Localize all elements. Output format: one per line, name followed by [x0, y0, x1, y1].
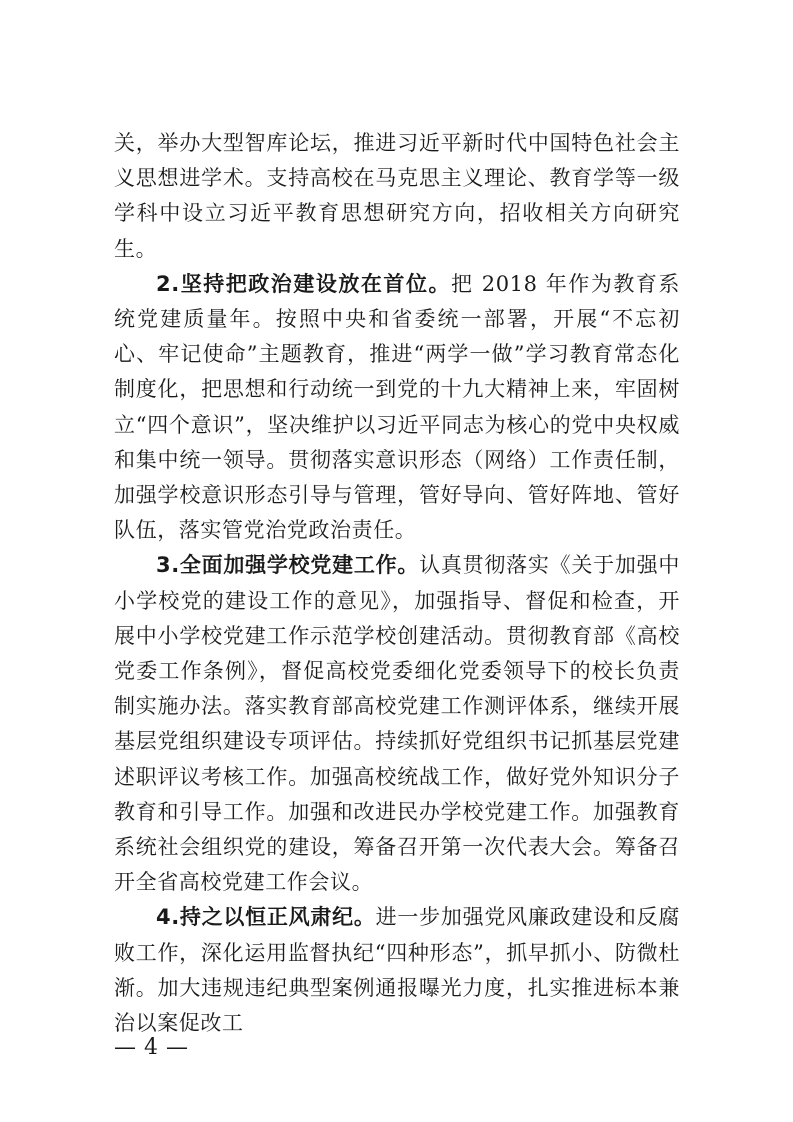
section-2-paragraph [114, 267, 680, 549]
section-4-body: 进一步加强党风廉政建设和反腐败工作，深化运用监督执纪“四种形态”，抓早抓小、防微杜渐。加大违规违纪典型案例通报曝光力度，扎实推进标本兼治以案促改工 [114, 905, 680, 1036]
section-3-paragraph [114, 548, 680, 900]
paragraph-continuation: 关，举办大型智库论坛，推进习近平新时代中国特色社会主义思想进学术。支持高校在马克思主义理论、教育学等一级学科中设立习近平教育思想研究方向，招收相关方向研究生。 [114, 131, 680, 261]
section-4-title: 4.持之以恒正风肃纪。 [156, 905, 376, 930]
section-2-title: 2.坚持把政治建设放在首位。 [156, 271, 452, 296]
section-2-body: 把 2018 年作为教育系统党建质量年。按照中央和省委统一部署，开展“不忘初心、牢记使命”主题教育，推进“两学一做”学习教育常态化制度化，把思想和行动统一到党的十九大精神上来，牢固树立“四个意识”，坚决维护以习近平同志为核心的党中央权威和集中统一领导。贯彻落实意识形态（网络）工作责任制，加强学校意识形态引导与管理，管好导向、管好阵地、管好队伍，落实管党治党政治责任。 [114, 271, 681, 543]
section-3-title: 3.全面加强学校党建工作。 [156, 553, 420, 578]
page-number: — 4 — [114, 1035, 189, 1060]
document-body [114, 126, 680, 1041]
section-4-paragraph [114, 900, 680, 1041]
section-3-body: 认真贯彻落实《关于加强中小学校党的建设工作的意见》，加强指导、督促和检查，开展中小学校党建工作示范学校创建活动。贯彻教育部《高校党委工作条例》，督促高校党委细化党委领导下的校长负责制实施办法。落实教育部高校党建工作测评体系，继续开展基层党组织建设专项评估。持续抓好党组织书记抓基层党建述职评议考核工作。加强高校统战工作，做好党外知识分子教育和引导工作。加强和改进民办学校党建工作。加强教育系统社会组织党的建设，筹备召开第一次代表大会。筹备召开全省高校党建工作会议。 [114, 553, 680, 895]
